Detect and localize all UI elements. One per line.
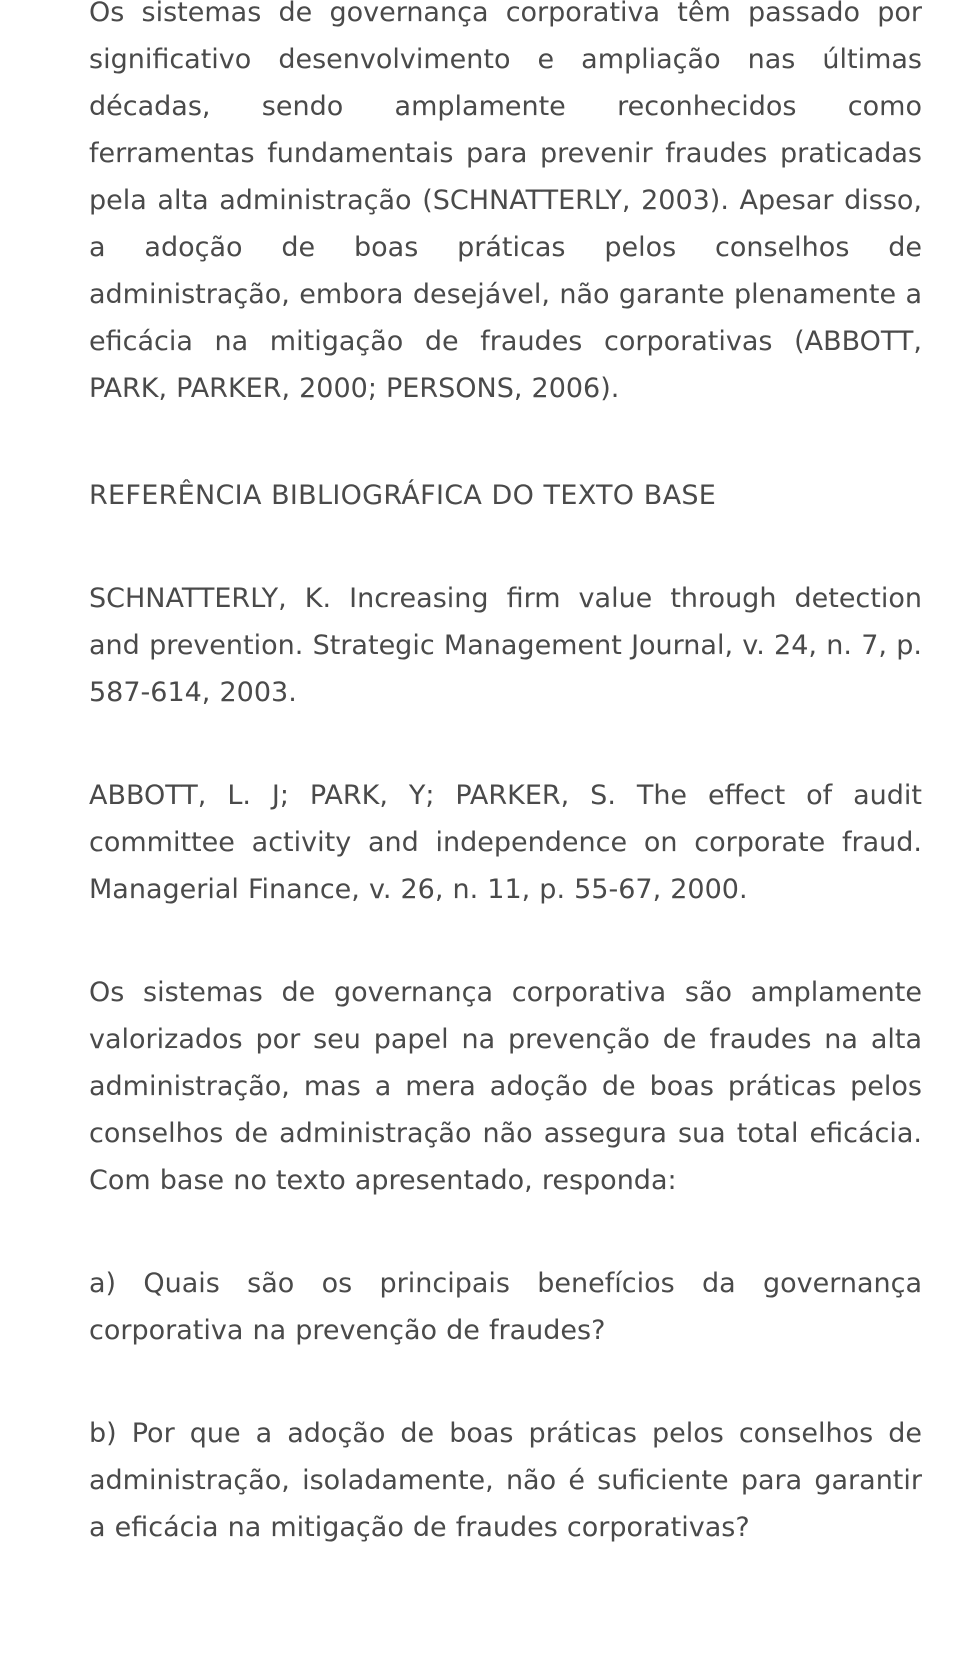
question-b: b) Por que a adoção de boas práticas pelos conselhos de administração, isoladamente, não é suficiente para garantir a eficácia na mitigação de fraudes corporativas? — [89, 1418, 922, 1543]
references-heading: REFERÊNCIA BIBLIOGRÁFICA DO TEXTO BASE — [89, 480, 717, 511]
intro-paragraph: Os sistemas de governança corporativa têm passado por significativo desenvolvimento e ampliação nas últimas décadas, sendo amplamente reconhecidos como ferramentas fundamentais para prevenir fraudes praticadas pela alta administração (SCHNATTERLY, 2003). Apesar disso, a adoção de boas práticas pelos conselhos de administração, embora desejável, não garante plenamente a eficácia na mitigação de fraudes corporativas (ABBOTT, PARK, PARKER, 2000; PERSONS, 2006). — [89, 0, 922, 404]
reference-schnatterly: SCHNATTERLY, K. Increasing firm value through detection and prevention. Strategic Management Journal, v. 24, n. 7, p. 587-614, 2003. — [89, 583, 922, 708]
reference-abbott: ABBOTT, L. J; PARK, Y; PARKER, S. The effect of audit committee activity and independence on corporate fraud. Managerial Finance, v. 26, n. 11, p. 55-67, 2000. — [89, 780, 922, 905]
question-a: a) Quais são os principais benefícios da governança corporativa na prevenção de fraudes? — [89, 1268, 922, 1346]
document-body — [89, 0, 922, 1551]
prompt-paragraph: Os sistemas de governança corporativa são amplamente valorizados por seu papel na prevenção de fraudes na alta administração, mas a mera adoção de boas práticas pelos conselhos de administração não assegura sua total eficácia. Com base no texto apresentado, responda: — [89, 977, 922, 1196]
